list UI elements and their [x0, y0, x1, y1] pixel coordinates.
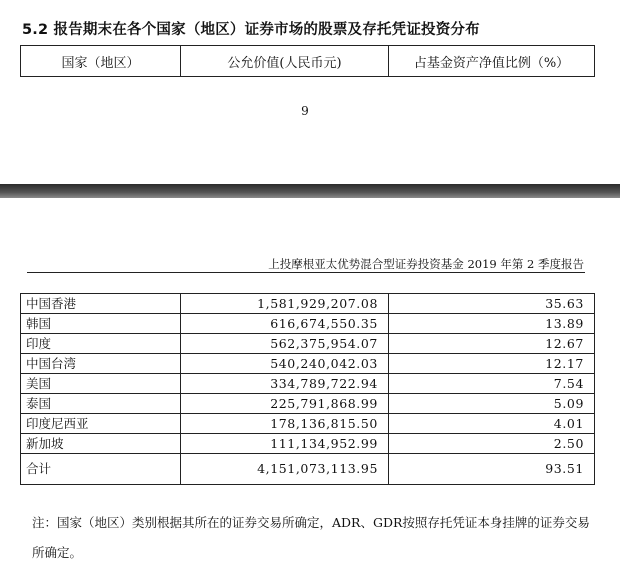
- total-label: 合计: [21, 454, 181, 485]
- cell-country: 中国香港: [21, 294, 181, 314]
- cell-country: 韩国: [21, 314, 181, 334]
- table-header: [20, 45, 595, 77]
- cell-ratio: 13.89: [389, 314, 595, 334]
- cell-ratio: 12.17: [389, 354, 595, 374]
- table-row: [21, 334, 595, 354]
- running-header: 上投摩根亚太优势混合型证券投资基金 2019 年第 2 季度报告: [268, 257, 584, 271]
- cell-country: 中国台湾: [21, 354, 181, 374]
- total-row: [21, 454, 595, 485]
- table-row: [21, 434, 595, 454]
- table-row: [21, 374, 595, 394]
- cell-value: 1,581,929,207.08: [181, 294, 389, 314]
- cell-country: 美国: [21, 374, 181, 394]
- cell-country: 印度尼西亚: [21, 414, 181, 434]
- cell-country: 泰国: [21, 394, 181, 414]
- allocation-table: [20, 293, 595, 485]
- cell-country: 新加坡: [21, 434, 181, 454]
- page-number: 9: [301, 104, 309, 118]
- cell-value: 562,375,954.07: [181, 334, 389, 354]
- cell-ratio: 35.63: [389, 294, 595, 314]
- cell-ratio: 5.09: [389, 394, 595, 414]
- header-value: 公允价值(人民币元): [181, 46, 389, 77]
- cell-value: 334,789,722.94: [181, 374, 389, 394]
- table-row: [21, 394, 595, 414]
- cell-value: 225,791,868.99: [181, 394, 389, 414]
- cell-ratio: 7.54: [389, 374, 595, 394]
- cell-value: 616,674,550.35: [181, 314, 389, 334]
- table-row: [21, 354, 595, 374]
- page-break-divider: [0, 184, 620, 198]
- cell-value: 178,136,815.50: [181, 414, 389, 434]
- header-country: 国家（地区）: [21, 46, 181, 77]
- cell-country: 印度: [21, 334, 181, 354]
- total-value: 4,151,073,113.95: [181, 454, 389, 485]
- table-row: [21, 294, 595, 314]
- cell-ratio: 12.67: [389, 334, 595, 354]
- table-row: [21, 314, 595, 334]
- cell-value: 111,134,952.99: [181, 434, 389, 454]
- header-ratio: 占基金资产净值比例（%）: [389, 46, 595, 77]
- header-rule: [27, 272, 585, 273]
- total-ratio: 93.51: [389, 454, 595, 485]
- footnote: 注：国家（地区）类别根据其所在的证券交易所确定，ADR、GDR按照存托凭证本身挂牌的证券交易所确定。: [32, 515, 590, 560]
- cell-ratio: 2.50: [389, 434, 595, 454]
- cell-ratio: 4.01: [389, 414, 595, 434]
- cell-value: 540,240,042.03: [181, 354, 389, 374]
- section-title: 5.2 报告期末在各个国家（地区）证券市场的股票及存托凭证投资分布: [22, 22, 480, 38]
- table-row: [21, 414, 595, 434]
- header-row: [21, 46, 595, 77]
